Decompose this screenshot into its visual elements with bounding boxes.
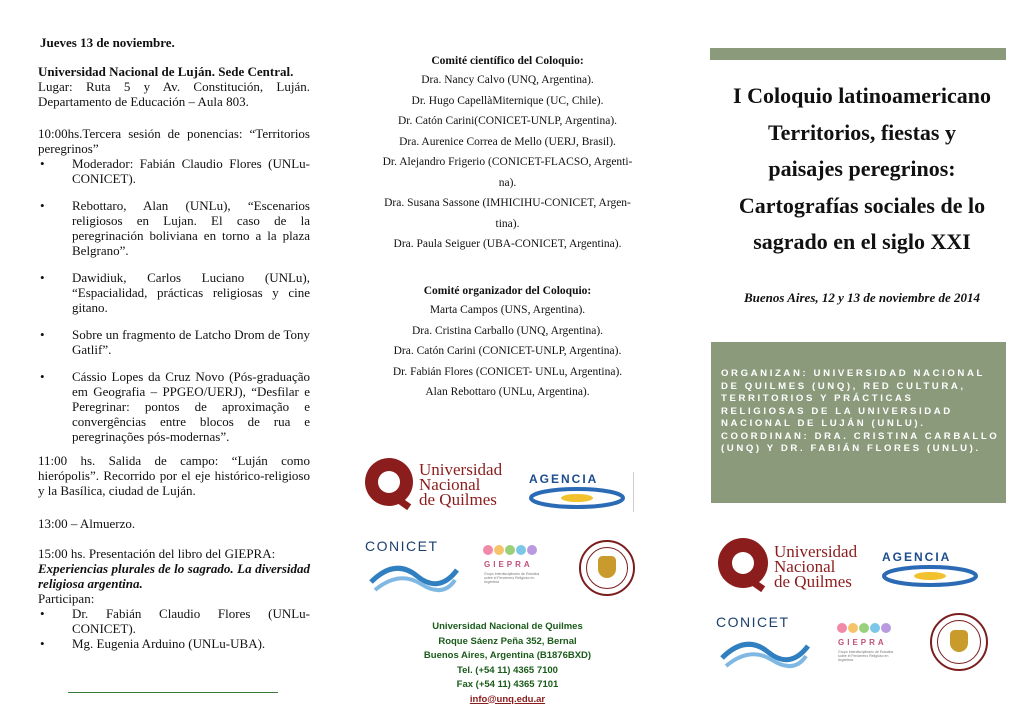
giepra-logo (834, 620, 914, 670)
organizing-heading: Comité organizador del Coloquio: (423, 285, 592, 297)
list-item: Dra. Catón Carini (CONICET-UNLP, Argentina). (393, 345, 622, 357)
title-line: paisajes peregrinos: (768, 156, 956, 181)
list-item: Marta Campos (UNS, Argentina). (429, 304, 586, 316)
contact-name: Universidad Nacional de Quilmes (432, 621, 583, 632)
giepra-subtitle: Grupo Interdisciplinario de Estudios sobre el Fenómeno Religioso en Argentina (838, 650, 894, 662)
day-heading: Jueves 13 de noviembre. (40, 35, 175, 50)
organizing-members (345, 300, 670, 403)
conicet-logo (716, 614, 816, 672)
conicet-logo (365, 538, 465, 596)
list-item: tina). (495, 217, 520, 230)
conicet-wave-icon (365, 556, 461, 596)
list-item: Dra. Nancy Calvo (UNQ, Argentina). (421, 74, 594, 86)
agencia-wordmark: AGENCIA (529, 472, 599, 486)
agencia-arc-icon (529, 486, 625, 510)
unq-logo (718, 538, 868, 598)
giepra-dots-icon (482, 542, 552, 558)
unq-line-3: de Quilmes (774, 572, 852, 591)
unq-line-3: de Quilmes (419, 490, 497, 509)
accent-bar (710, 48, 1006, 60)
lunch: 13:00 – Almuerzo. (38, 516, 136, 531)
giepra-wordmark: GIEPRA (838, 638, 887, 647)
list-item: • Rebottaro, Alan (UNLu), “Escenarios religiosos en Lujan. El caso de la peregrinación boliviana en torno a la plaza Belgrano”. (40, 198, 310, 258)
book-block (38, 546, 310, 651)
event-title (700, 78, 1024, 261)
unlu-seal (930, 613, 988, 671)
agencia-logo (880, 550, 990, 590)
list-item: Dr. Fabián Flores (CONICET- UNLu, Argentina). (392, 365, 623, 378)
divider (633, 472, 634, 512)
list-item: • Dr. Fabián Claudio Flores (UNLu- CONICET). (40, 606, 310, 636)
contact-email-link[interactable]: info@unq.edu.ar (469, 693, 546, 705)
list-item: • Sobre un fragmento de Latcho Drom de Tony Gatlif”. (40, 327, 310, 357)
unq-logo (365, 458, 515, 518)
giepra-wordmark: GIEPRA (484, 560, 533, 569)
contact-tel: Tel. (+54 11) 4365 7100 (457, 664, 558, 676)
list-item: Dr. Hugo CapellàMiternique (UC, Chile). (411, 94, 604, 107)
organizers-box (711, 342, 1006, 503)
list-item: na). (498, 176, 517, 189)
unq-line-2: Nacional (419, 475, 481, 494)
session-block (38, 126, 310, 444)
list-item: Alan Rebottaro (UNLu, Argentina). (425, 386, 590, 398)
venue-block (38, 64, 310, 109)
scientific-heading: Comité científico del Coloquio: (431, 55, 584, 67)
book-intro: 15:00 hs. Presentación del libro del GIEPRA: (38, 546, 276, 561)
conicet-wave-icon (716, 632, 812, 672)
organizing-committee (345, 282, 670, 403)
contact-block (345, 620, 670, 707)
organizers-text: ORGANIZAN: UNIVERSIDAD NACIONAL DE QUILMES (UNQ), RED CULTURA, TERRITORIOS Y PRÁCTICAS RELIGIOSAS DE LA UNIVERSIDAD NACIONAL DE LUJÁN (UNLU). COORDINAN: DRA. CRISTINA CARBALLO (UNQ) Y DR. FABIÁN FLORES (UNLU). (721, 368, 1000, 454)
list-item: Dra. Paula Seiguer (UBA-CONICET, Argentina). (393, 238, 622, 250)
list-item: Dra. Aurenice Correa de Mello (UERJ, Brasil). (399, 135, 616, 148)
unq-line-1: Universidad (419, 460, 503, 479)
list-item: • Dawidiuk, Carlos Luciano (UNLu), “Espacialidad, prácticas religiosas y cine gitano. (40, 270, 310, 315)
unlu-seal (579, 540, 635, 596)
agencia-logo (527, 472, 637, 512)
conicet-wordmark: CONICET (365, 538, 439, 554)
contact-city: Buenos Aires, Argentina (B1876BXD) (423, 650, 592, 661)
venue-address: Lugar: Ruta 5 y Av. Constitución, Luján. Departamento de Educación – Aula 803. (38, 79, 310, 109)
title-line: Cartografías sociales de lo (738, 192, 986, 218)
title-line: I Coloquio latinoamericano (733, 83, 991, 108)
scientific-members (345, 70, 670, 255)
middle-panel (345, 0, 670, 723)
divider (68, 692, 278, 693)
list-item: Dra. Susana Sassone (IMHICIHU-CONICET, Argen- (384, 197, 631, 209)
participants-label: Participan: (38, 591, 95, 606)
unq-line-2: Nacional (774, 557, 836, 576)
field-trip: 11:00 hs. Salida de campo: “Luján como hierópolis”. Recorrido por el eje histórico-religioso y la Basílica, ciudad de Luján. (38, 453, 310, 498)
conicet-wordmark: CONICET (716, 614, 790, 630)
list-item: Dra. Cristina Carballo (UNQ, Argentina). (411, 324, 604, 337)
book-title: Experiencias plurales de lo sagrado. La diversidad religiosa argentina. (38, 561, 310, 591)
session-list (38, 156, 310, 444)
agencia-wordmark: AGENCIA (882, 550, 952, 564)
venue-name: Universidad Nacional de Luján. Sede Central. (38, 64, 294, 79)
list-item: • Cássio Lopes da Cruz Novo (Pós-graduação em Geografia – PPGEO/UERJ), “Desfilar e Peregrinar: pontos de aproximação e convergências entre blocos de rua e peregrinações pós-modernas”. (40, 369, 310, 444)
title-line: sagrado en el siglo XXI (753, 229, 971, 254)
agencia-arc-icon (882, 564, 978, 588)
unq-line-1: Universidad (774, 542, 858, 561)
list-item: • Moderador: Fabián Claudio Flores (UNLu-CONICET). (40, 156, 310, 186)
scientific-committee (345, 52, 670, 255)
giepra-dots-icon (836, 620, 906, 636)
giepra-logo (480, 542, 560, 592)
contact-fax: Fax (+54 11) 4365 7101 (456, 679, 559, 690)
list-item: Dr. Catón Carini(CONICET-UNLP, Argentina). (397, 115, 618, 127)
title-line: Territorios, fiestas y (768, 119, 956, 145)
left-panel (0, 0, 330, 723)
list-item: • Mg. Eugenia Arduino (UNLu-UBA). (40, 636, 266, 651)
contact-address: Roque Sáenz Peña 352, Bernal (438, 635, 577, 647)
session-intro: 10:00hs.Tercera sesión de ponencias: “Territorios peregrinos” (38, 126, 310, 156)
participants-list (38, 606, 310, 651)
list-item: Dr. Alejandro Frigerio (CONICET-FLACSO, Argenti- (382, 156, 633, 168)
giepra-subtitle: Grupo Interdisciplinario de Estudios sobre el Fenómeno Religioso en Argentina (484, 572, 540, 584)
place-date: Buenos Aires, 12 y 13 de noviembre de 2014 (743, 290, 981, 305)
right-panel (700, 0, 1024, 723)
